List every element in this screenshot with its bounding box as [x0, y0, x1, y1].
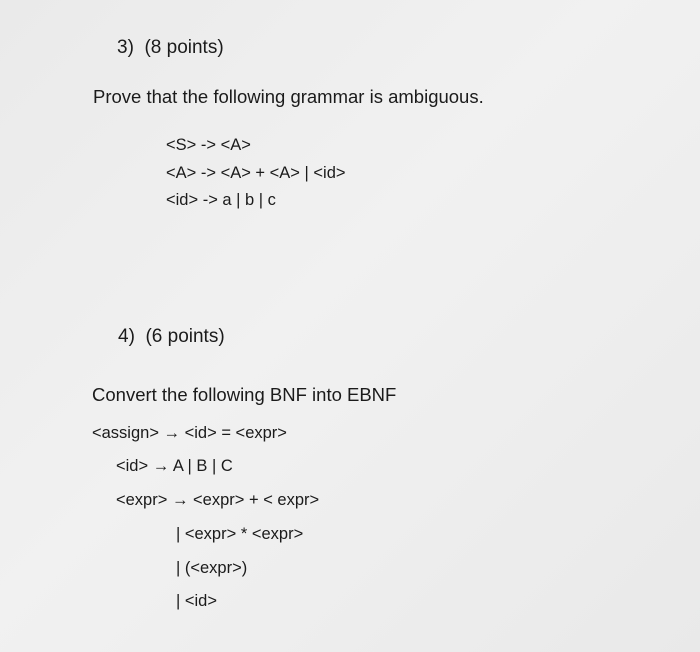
grammar-rule-id: <id> -> a | b | c: [166, 191, 276, 209]
bnf-expr-alt-paren: | (<expr>): [176, 559, 248, 577]
problem-4-prompt: Convert the following BNF into EBNF: [92, 384, 397, 405]
bnf-rule-id: <id> → A | B | C: [116, 457, 233, 475]
grammar-rule-a: <A> -> <A> + <A> | <id>: [166, 164, 346, 182]
bnf-expr-alt-multiply: | <expr> * <expr>: [176, 525, 304, 543]
problem-3-prompt: Prove that the following grammar is ambiguous.: [93, 86, 484, 107]
bnf-expr-alt-id: | <id>: [176, 592, 217, 610]
problem-4-heading: 4) (6 points): [118, 326, 225, 347]
bnf-rule-expr: <expr> → <expr> + < expr>: [116, 491, 320, 509]
grammar-rule-s: <S> -> <A>: [166, 136, 251, 154]
problem-3-heading: 3) (8 points): [117, 37, 224, 58]
bnf-rule-assign: <assign> → <id> = <expr>: [92, 424, 287, 442]
